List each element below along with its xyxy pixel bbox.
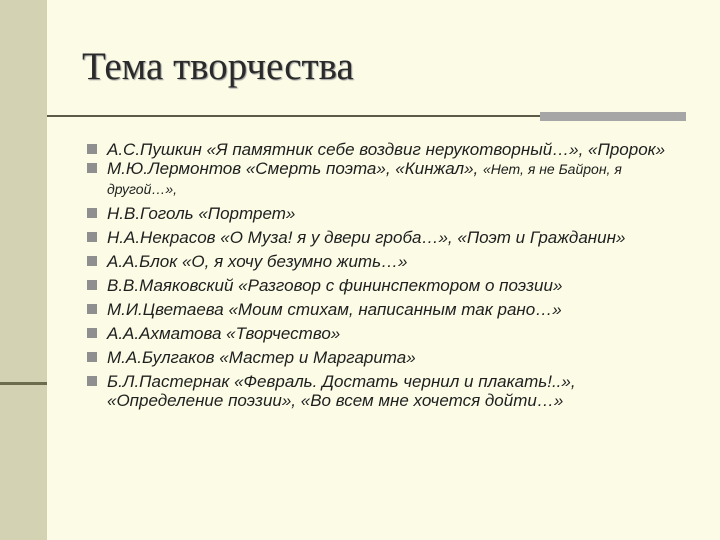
bullet-square-icon [87,304,97,314]
works-list [87,140,687,410]
bullet-square-icon [87,208,97,218]
item-text: М.И.Цветаева «Моим стихам, написанным так рано…» [107,300,562,319]
list-item [87,324,687,343]
item-text: М.А.Булгаков «Мастер и Маргарита» [107,348,416,367]
bullet-square-icon [87,328,97,338]
bullet-square-icon [87,376,97,386]
bullet-square-icon [87,163,97,173]
list-item [87,276,687,295]
list-item [87,204,687,223]
bullet-square-icon [87,256,97,266]
item-text-small: «Нет, я не Байрон, я другой…», [107,161,622,197]
list-item [87,140,687,159]
item-text: М.Ю.Лермонтов «Смерть поэта», «Кинжал», [107,159,484,178]
bullet-square-icon [87,232,97,242]
bullet-square-icon [87,280,97,290]
slide-title: Тема творчества [82,45,354,88]
list-item [87,300,687,319]
item-text: Н.А.Некрасов «О Муза! я у двери гроба…», «Поэт и Гражданин» [107,228,626,247]
bullet-square-icon [87,144,97,154]
left-band-divider [0,382,47,385]
item-text: А.С.Пушкин «Я памятник себе воздвиг нерукотворный…», «Пророк» [107,140,666,159]
list-item [87,159,687,199]
left-decor-band [0,0,47,540]
list-item [87,228,687,247]
item-text: В.В.Маяковский «Разговор с фининспектором о поэзии» [107,276,563,295]
decor-bar [540,112,686,121]
list-item [87,348,687,367]
item-text: Б.Л.Пастернак «Февраль. Достать чернил и плакать!..», «Определение поэзии», «Во всем мне хочется дойти…» [107,372,576,410]
item-text: А.А.Блок «О, я хочу безумно жить…» [107,252,408,271]
bullet-square-icon [87,352,97,362]
item-text: Н.В.Гоголь «Портрет» [107,204,296,223]
list-item [87,252,687,271]
list-item [87,372,687,410]
item-text: А.А.Ахматова «Творчество» [107,324,341,343]
